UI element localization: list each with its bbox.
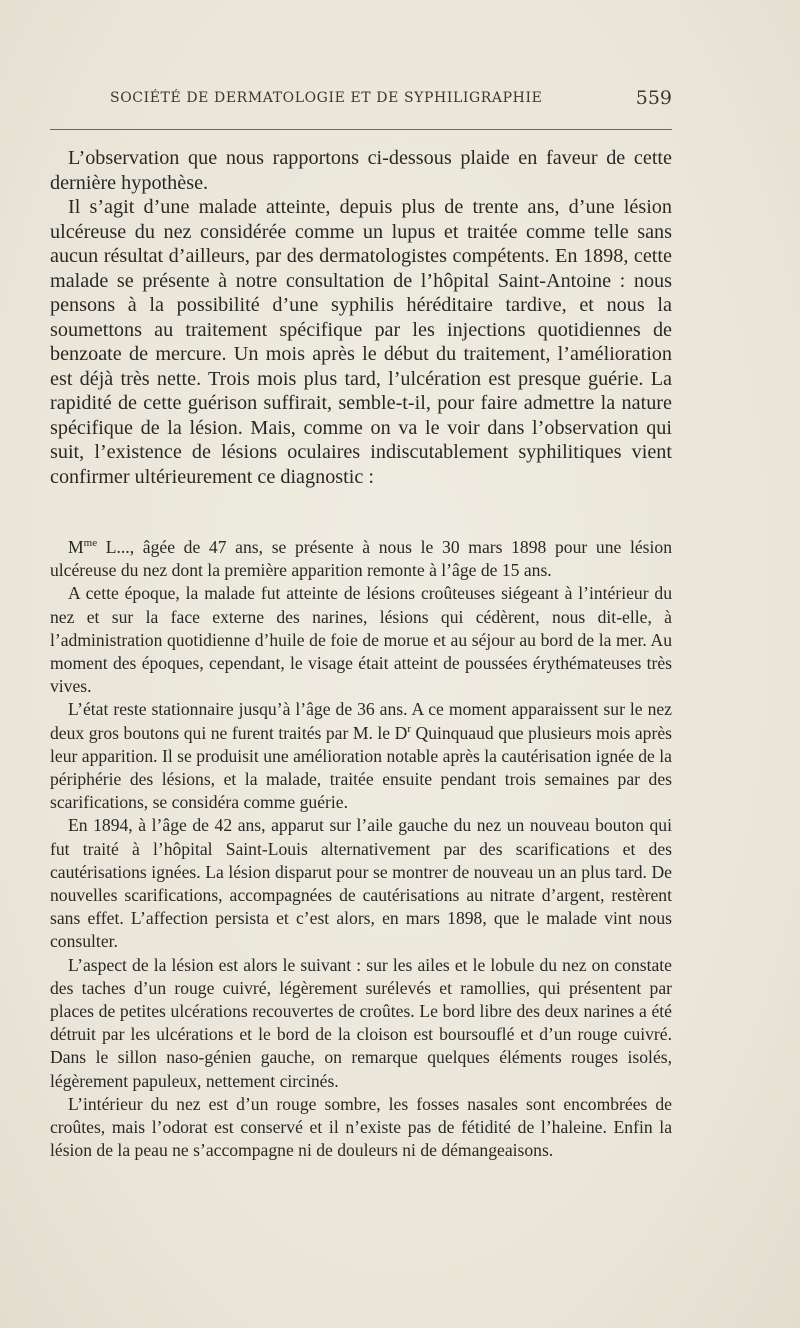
observation-paragraph-5: L’aspect de la lésion est alors le suivant : sur les ailes et le lobule du nez on constate des taches d’un rouge cuivré, légèrement surélevés et ramollies, qui présentent par places de petites ulcérations recouvertes de croûtes. Le bord libre des deux narines a été détruit par les ulcérations et le bord de la cloison est boursouflé et d’un rouge cuivré. Dans le sillon naso-génien gauche, on remarque quelques éléments rouges isolés, légèrement papuleux, nettement circinés. xyxy=(50,954,672,1091)
observation-paragraph-1-text: L..., âgée de 47 ans, se présente à nous le 30 mars 1898 pour une lésion ulcéreuse du nez dont la première apparition remonte à l’âge de 15 ans. xyxy=(50,537,672,581)
intro-paragraph-1: L’observation que nous rapportons ci-dessous plaide en faveur de cette dernière hypothèse. xyxy=(50,147,672,194)
observation-paragraph-1 xyxy=(50,536,672,582)
intro-paragraph-2: Il s’agit d’une malade atteinte, depuis plus de trente ans, d’une lésion ulcéreuse du nez considérée comme un lupus et traitée comme telle sans aucun résultat d’ailleurs, par des dermatologistes compétents. En 1898, cette malade se présente à notre consultation de l’hôpital Saint-Antoine : nous pensons à la possibilité d’une syphilis héréditaire tardive, et nous la soumettons au traitement spécifique par les injections quotidiennes de benzoate de mercure. Un mois après le début du traitement, l’amélioration est déjà très nette. Trois mois plus tard, l’ulcération est presque guérie. La rapidité de cette guérison suffirait, semble-t-il, pour faire admettre la nature spécifique de la lésion. Mais, comme on va le voir dans l’observation qui suit, l’existence de lésions oculaires indiscutablement syphilitiques vient confirmer ultérieurement ce diagnostic : xyxy=(50,196,672,488)
observation-paragraph-3-b: Quinquaud que plusieurs mois après leur apparition. Il se produisit une amélioration notable après la cautérisation ignée de la périphérie des lésions, et la malade, traitée ensuite pendant trois semaines par des scarifications, se considéra comme guérie. xyxy=(50,722,672,813)
observation-text xyxy=(50,536,672,1162)
doctor-superscript: r xyxy=(407,722,411,735)
observation-paragraph-3 xyxy=(50,698,672,814)
intro-text xyxy=(50,146,672,489)
observation-paragraph-6: L’intérieur du nez est d’un rouge sombre, les fosses nasales sont encombrées de croûtes, mais l’odorat est conservé et il n’existe pas de fétidité de l’haleine. Enfin la lésion de la peau ne s’accompagne ni de douleurs ni de démangeaisons. xyxy=(50,1093,672,1161)
observation-paragraph-3-a: L’état reste stationnaire jusqu’à l’âge de 36 ans. A ce moment apparaissent sur le nez deux gros boutons qui ne furent traités par M. le D xyxy=(50,699,672,743)
running-head: SOCIÉTÉ DE DERMATOLOGIE ET DE SYPHILIGRAPHIE xyxy=(110,90,543,106)
honorific-prefix: M xyxy=(68,537,84,557)
page-header xyxy=(110,87,672,114)
observation-paragraph-4: En 1894, à l’âge de 42 ans, apparut sur l’aile gauche du nez un nouveau bouton qui fut traité à l’hôpital Saint-Louis alternativement par des scarifications et des cautérisations ignées. La lésion disparut pour se montrer de nouveau un an plus tard. De nouvelles scarifications, accompagnées de cautérisations au nitrate d’argent, restèrent sans effet. L’affection persista et c’est alors, en mars 1898, que le malade vint nous consulter. xyxy=(50,815,672,952)
observation-paragraph-2: A cette époque, la malade fut atteinte de lésions croûteuses siégeant à l’intérieur du nez et sur la face externe des narines, lésions qui cédèrent, nous dit-elle, à l’administration quotidienne d’huile de foie de morue et au séjour au bord de la mer. Au moment des époques, cependant, le visage était atteint de poussées érythémateuses très vives. xyxy=(50,583,672,697)
page-number: 559 xyxy=(635,87,672,109)
header-rule xyxy=(50,129,672,130)
honorific-superscript: me xyxy=(83,537,98,550)
